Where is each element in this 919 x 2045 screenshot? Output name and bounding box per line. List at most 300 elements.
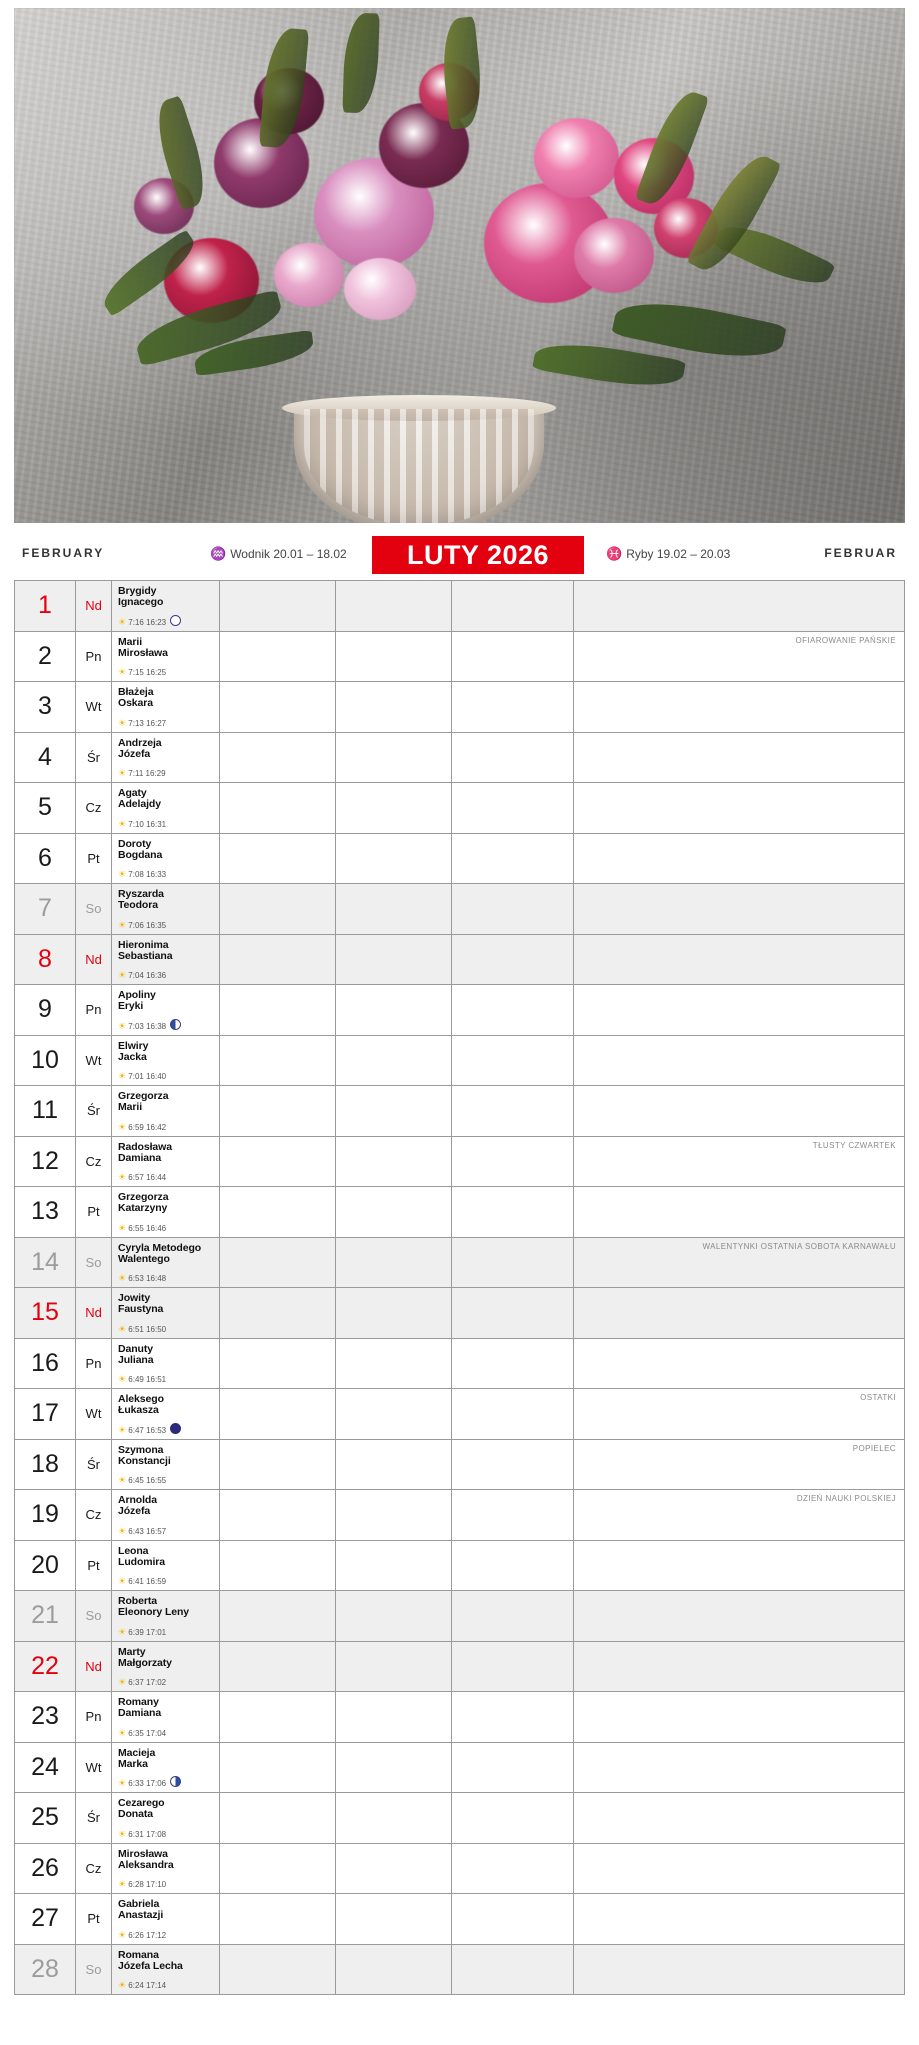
day-number-cell (14, 1692, 76, 1742)
notes-column-2[interactable] (336, 632, 452, 682)
sun-icon: ☀ (118, 970, 127, 980)
nameday-cell (112, 1591, 220, 1641)
nameday-cell (112, 1187, 220, 1237)
notes-column-3[interactable] (452, 1036, 574, 1086)
notes-column-1[interactable] (220, 1743, 336, 1793)
nameday-text: Eleonory Leny (118, 1606, 190, 1619)
nameday-text: Brygidy (118, 585, 157, 597)
table-row (14, 1086, 905, 1137)
table-row (14, 1339, 905, 1390)
holiday-note-cell[interactable] (574, 1945, 905, 1995)
notes-column-3[interactable] (452, 985, 574, 1035)
nameday-text: Eryki (118, 1000, 144, 1013)
table-row (14, 1844, 905, 1895)
month-header (14, 540, 905, 572)
weekday-cell (76, 1187, 112, 1237)
nameday-cell (112, 884, 220, 934)
sun-icon: ☀ (118, 1525, 127, 1536)
table-row (14, 1793, 905, 1844)
holiday-note-cell[interactable] (574, 1894, 905, 1944)
day-number: 15 (31, 1298, 59, 1327)
notes-column-2[interactable] (336, 884, 452, 934)
nameday-cell (112, 1137, 220, 1187)
nameday-text: Walentego (118, 1252, 170, 1265)
table-row (14, 1894, 905, 1945)
nameday-text: Józefa Lecha (118, 1959, 183, 1972)
weekday-label: Śr (87, 1810, 100, 1826)
day-number-cell (14, 632, 76, 682)
nameday-text: Hieronima (118, 938, 169, 951)
notes-column-2[interactable] (336, 1844, 452, 1894)
notes-column-2[interactable] (336, 733, 452, 783)
notes-column-2[interactable] (336, 985, 452, 1035)
notes-column-1[interactable] (220, 1389, 336, 1439)
holiday-note-cell[interactable] (574, 1541, 905, 1591)
notes-column-3[interactable] (452, 1894, 574, 1944)
sunrise-sunset: ☀ 7:15 16:25 (118, 667, 167, 677)
notes-column-2[interactable] (336, 1288, 452, 1338)
notes-column-1[interactable] (220, 1036, 336, 1086)
sun-icon: ☀ (118, 1879, 127, 1889)
notes-column-3[interactable] (452, 1743, 574, 1793)
notes-column-2[interactable] (336, 1591, 452, 1641)
day-number: 23 (31, 1702, 59, 1731)
holiday-note-cell[interactable] (574, 1339, 905, 1389)
notes-column-2[interactable] (336, 1692, 452, 1742)
notes-column-3[interactable] (452, 1591, 574, 1641)
weekday-label: Nd (85, 951, 102, 967)
holiday-note-cell[interactable] (574, 1137, 905, 1187)
notes-column-2[interactable] (336, 1036, 452, 1086)
nameday-text: Jacka (118, 1050, 147, 1063)
nameday-text: Józefa (118, 1505, 151, 1518)
day-number-cell (14, 1541, 76, 1591)
nameday-text: Aleksandra (118, 1858, 174, 1871)
holiday-note-cell[interactable] (574, 632, 905, 682)
weekday-cell (76, 1288, 112, 1338)
notes-column-3[interactable] (452, 884, 574, 934)
nameday-text: Cyryla Metodego (118, 1241, 202, 1254)
weekday-label: So (85, 1608, 102, 1624)
holiday-note-cell[interactable] (574, 1692, 905, 1742)
notes-column-2[interactable] (336, 1894, 452, 1944)
nameday-text: Agaty (118, 787, 147, 799)
day-number: 18 (31, 1449, 59, 1478)
holiday-note-cell[interactable] (574, 1288, 905, 1338)
day-number-cell (14, 1440, 76, 1490)
sun-icon: ☀ (118, 1929, 127, 1940)
table-row (14, 985, 905, 1036)
day-number-cell (14, 1894, 76, 1944)
nameday-text: Marty (118, 1645, 146, 1658)
nameday-text: Bogdana (118, 848, 163, 861)
sunrise-sunset: ☀ 6:35 17:04 (118, 1727, 167, 1738)
notes-column-1[interactable] (220, 1591, 336, 1641)
sun-icon: ☀ (118, 1071, 127, 1081)
notes-column-1[interactable] (220, 985, 336, 1035)
nameday-text: Oskara (118, 697, 154, 710)
notes-column-3[interactable] (452, 733, 574, 783)
sunrise-sunset: ☀ 6:49 16:51 (118, 1374, 167, 1384)
nameday-cell (112, 581, 220, 631)
holiday-note-cell[interactable] (574, 1490, 905, 1540)
day-number: 26 (31, 1853, 59, 1882)
holiday-note-cell[interactable] (574, 884, 905, 934)
nameday-cell (112, 1642, 220, 1692)
day-number-cell (14, 682, 76, 732)
weekday-cell (76, 682, 112, 732)
sun-icon: ☀ (118, 1475, 127, 1485)
day-number: 9 (38, 995, 52, 1024)
notes-column-2[interactable] (336, 1642, 452, 1692)
notes-column-1[interactable] (220, 1642, 336, 1692)
day-number: 22 (31, 1651, 59, 1680)
nameday-text: Jowity (118, 1292, 151, 1304)
nameday-cell (112, 682, 220, 732)
day-number: 1 (38, 591, 52, 620)
weekday-cell (76, 581, 112, 631)
nameday-text: Józefa (118, 747, 151, 760)
day-number: 16 (31, 1348, 59, 1377)
notes-column-3[interactable] (452, 1692, 574, 1742)
nameday-cell (112, 1793, 220, 1843)
nameday-cell (112, 1490, 220, 1540)
notes-column-3[interactable] (452, 1844, 574, 1894)
day-number: 6 (38, 843, 52, 872)
day-number-cell (14, 935, 76, 985)
notes-column-3[interactable] (452, 1137, 574, 1187)
sunrise-sunset: ☀ 7:10 16:31 (118, 818, 167, 829)
day-number: 19 (31, 1500, 59, 1529)
notes-column-2[interactable] (336, 1490, 452, 1540)
holiday-note: TŁUSTY CZWARTEK (812, 1140, 896, 1150)
notes-column-1[interactable] (220, 1490, 336, 1540)
sunrise-sunset: ☀ 7:06 16:35 (118, 919, 167, 930)
sunrise-sunset: ☀ 6:57 16:44 (118, 1172, 167, 1182)
day-number-cell (14, 1389, 76, 1439)
nameday-text: Konstancji (118, 1454, 171, 1467)
holiday-note-cell[interactable] (574, 1591, 905, 1641)
weekday-label: So (85, 1961, 102, 1977)
sunrise-sunset: ☀ 6:55 16:46 (118, 1222, 167, 1233)
nameday-text: Damiana (118, 1151, 162, 1164)
nameday-text: Danuty (118, 1342, 153, 1355)
table-row (14, 1036, 905, 1087)
notes-column-2[interactable] (336, 1187, 452, 1237)
weekday-cell (76, 1137, 112, 1187)
holiday-note-cell[interactable] (574, 1844, 905, 1894)
sun-icon: ☀ (118, 1828, 127, 1839)
weekday-label: Wt (85, 1406, 102, 1422)
day-number: 21 (31, 1601, 59, 1630)
table-row (14, 1945, 905, 1996)
weekday-cell (76, 783, 112, 833)
notes-column-1[interactable] (220, 1945, 336, 1995)
notes-column-2[interactable] (336, 1743, 452, 1793)
sun-icon: ☀ (118, 1121, 127, 1132)
notes-column-1[interactable] (220, 1288, 336, 1338)
notes-column-2[interactable] (336, 1339, 452, 1389)
nameday-cell (112, 1440, 220, 1490)
table-row (14, 1490, 905, 1541)
day-number: 14 (31, 1247, 59, 1276)
notes-column-1[interactable] (220, 733, 336, 783)
notes-column-3[interactable] (452, 935, 574, 985)
nameday-text: Mirosława (118, 646, 168, 659)
sun-icon: ☀ (118, 1172, 127, 1182)
notes-column-3[interactable] (452, 783, 574, 833)
holiday-note-cell[interactable] (574, 682, 905, 732)
table-row (14, 1692, 905, 1743)
weekday-label: Wt (85, 1759, 102, 1775)
sun-icon: ☀ (118, 1020, 127, 1031)
sunrise-sunset: ☀ 7:11 16:29 (118, 768, 166, 778)
notes-column-3[interactable] (452, 682, 574, 732)
nameday-text: Andrzeja (118, 736, 162, 749)
sun-icon: ☀ (118, 1980, 127, 1990)
notes-column-1[interactable] (220, 1339, 336, 1389)
sun-icon: ☀ (118, 1727, 127, 1738)
sun-icon: ☀ (118, 1273, 127, 1283)
weekday-cell (76, 733, 112, 783)
weekday-label: Cz (85, 1860, 102, 1876)
nameday-text: Faustyna (118, 1303, 164, 1316)
notes-column-1[interactable] (220, 1187, 336, 1237)
notes-column-1[interactable] (220, 834, 336, 884)
table-row (14, 1137, 905, 1188)
notes-column-3[interactable] (452, 1389, 574, 1439)
notes-column-3[interactable] (452, 1793, 574, 1843)
nameday-cell (112, 985, 220, 1035)
day-number-cell (14, 1137, 76, 1187)
photo-flower (344, 258, 416, 320)
holiday-note: OFIAROWANIE PAŃSKIE (795, 635, 896, 645)
nameday-text: Grzegorza (118, 1191, 169, 1203)
notes-column-1[interactable] (220, 1137, 336, 1187)
nameday-cell (112, 733, 220, 783)
nameday-text: Marii (118, 1101, 143, 1114)
notes-column-3[interactable] (452, 1440, 574, 1490)
pisces-icon: ♓ (606, 546, 623, 561)
weekday-cell (76, 884, 112, 934)
notes-column-2[interactable] (336, 682, 452, 732)
nameday-text: Elwiry (118, 1039, 149, 1052)
nameday-cell (112, 632, 220, 682)
sun-icon: ☀ (118, 1576, 127, 1586)
weekday-label: Pn (85, 648, 102, 664)
day-number-cell (14, 884, 76, 934)
zodiac-pisces-label: Ryby 19.02 – 20.03 (626, 547, 731, 561)
holiday-note-cell[interactable] (574, 783, 905, 833)
sun-icon: ☀ (118, 768, 127, 778)
nameday-text: Romana (118, 1948, 159, 1961)
holiday-note-cell[interactable] (574, 1238, 905, 1288)
notes-column-2[interactable] (336, 1238, 452, 1288)
notes-column-3[interactable] (452, 1086, 574, 1136)
notes-column-2[interactable] (336, 783, 452, 833)
photo-flower (274, 243, 344, 307)
notes-column-3[interactable] (452, 581, 574, 631)
sun-icon: ☀ (118, 616, 127, 627)
day-number-cell (14, 985, 76, 1035)
notes-column-1[interactable] (220, 1238, 336, 1288)
weekday-cell (76, 1894, 112, 1944)
sunrise-sunset: ☀ 6:53 16:48 (118, 1273, 167, 1283)
notes-column-3[interactable] (452, 632, 574, 682)
sun-icon: ☀ (118, 1222, 127, 1233)
moon-phase-icon (170, 615, 181, 626)
nameday-text: Szymona (118, 1443, 164, 1456)
weekday-label: Śr (87, 1103, 100, 1119)
nameday-text: Łukasza (118, 1404, 159, 1417)
nameday-text: Gabriela (118, 1898, 160, 1910)
notes-column-2[interactable] (336, 581, 452, 631)
holiday-note-cell[interactable] (574, 1389, 905, 1439)
nameday-text: Marka (118, 1757, 148, 1770)
notes-column-1[interactable] (220, 1793, 336, 1843)
nameday-text: Macieja (118, 1746, 156, 1759)
nameday-text: Teodora (118, 899, 158, 912)
notes-column-3[interactable] (452, 1945, 574, 1995)
notes-column-3[interactable] (452, 1339, 574, 1389)
notes-column-2[interactable] (336, 1945, 452, 1995)
notes-column-1[interactable] (220, 1894, 336, 1944)
notes-column-3[interactable] (452, 1642, 574, 1692)
nameday-text: Aleksego (118, 1393, 164, 1405)
notes-column-2[interactable] (336, 1440, 452, 1490)
nameday-text: Ryszarda (118, 888, 164, 900)
nameday-text: Leona (118, 1544, 149, 1557)
table-row (14, 1743, 905, 1794)
holiday-note-cell[interactable] (574, 834, 905, 884)
notes-column-2[interactable] (336, 1389, 452, 1439)
notes-column-1[interactable] (220, 1844, 336, 1894)
sunrise-sunset: ☀ 6:51 16:50 (118, 1323, 167, 1334)
day-number-cell (14, 581, 76, 631)
holiday-note-cell[interactable] (574, 1743, 905, 1793)
holiday-note-cell[interactable] (574, 1793, 905, 1843)
weekday-cell (76, 1440, 112, 1490)
sun-icon: ☀ (118, 1374, 127, 1384)
nameday-text: Donata (118, 1808, 153, 1821)
weekday-label: Pn (85, 1355, 102, 1371)
nameday-text: Marii (118, 635, 143, 648)
notes-column-3[interactable] (452, 1541, 574, 1591)
day-number-cell (14, 1945, 76, 1995)
notes-column-2[interactable] (336, 1086, 452, 1136)
holiday-note-cell[interactable] (574, 1036, 905, 1086)
day-number: 2 (38, 641, 52, 670)
notes-column-1[interactable] (220, 884, 336, 934)
weekday-label: Pt (87, 1204, 100, 1220)
notes-column-1[interactable] (220, 581, 336, 631)
sun-icon: ☀ (118, 1424, 127, 1435)
sunrise-sunset: ☀ 6:45 16:55 (118, 1475, 167, 1485)
day-number: 3 (38, 692, 52, 721)
weekday-cell (76, 1945, 112, 1995)
holiday-note-cell[interactable] (574, 1086, 905, 1136)
day-number-cell (14, 1036, 76, 1086)
sun-icon: ☀ (118, 818, 127, 829)
weekday-label: Pn (85, 1002, 102, 1018)
nameday-cell (112, 1288, 220, 1338)
nameday-cell (112, 1743, 220, 1793)
weekday-cell (76, 1541, 112, 1591)
day-number-cell (14, 1793, 76, 1843)
holiday-note-cell[interactable] (574, 1187, 905, 1237)
photo-flower (534, 118, 619, 198)
weekday-label: Wt (85, 1052, 102, 1068)
notes-column-1[interactable] (220, 1541, 336, 1591)
holiday-note-cell[interactable] (574, 581, 905, 631)
notes-column-1[interactable] (220, 682, 336, 732)
day-number-cell (14, 1288, 76, 1338)
weekday-cell (76, 1238, 112, 1288)
sunrise-sunset: ☀ 6:37 17:02 (118, 1677, 167, 1687)
nameday-cell (112, 1086, 220, 1136)
sunrise-sunset: ☀ 6:39 17:01 (118, 1626, 167, 1637)
notes-column-1[interactable] (220, 1692, 336, 1742)
weekday-cell (76, 985, 112, 1035)
sunrise-sunset: ☀ 6:31 17:08 (118, 1828, 167, 1839)
nameday-text: Małgorzaty (118, 1656, 172, 1669)
table-row (14, 1238, 905, 1289)
notes-column-3[interactable] (452, 1490, 574, 1540)
holiday-note-cell[interactable] (574, 1642, 905, 1692)
nameday-cell (112, 783, 220, 833)
nameday-text: Juliana (118, 1353, 154, 1366)
nameday-text: Roberta (118, 1595, 157, 1607)
weekday-label: Pt (87, 1911, 100, 1927)
weekday-cell (76, 1793, 112, 1843)
sun-icon: ☀ (118, 1778, 127, 1788)
notes-column-3[interactable] (452, 1238, 574, 1288)
table-row (14, 935, 905, 986)
notes-column-2[interactable] (336, 1137, 452, 1187)
weekday-label: Nd (85, 598, 102, 614)
zodiac-aquarius (210, 546, 347, 562)
moon-phase-icon (170, 1019, 181, 1030)
notes-column-1[interactable] (220, 935, 336, 985)
day-number-cell (14, 1187, 76, 1237)
notes-column-2[interactable] (336, 1793, 452, 1843)
table-row (14, 884, 905, 935)
holiday-note-cell[interactable] (574, 985, 905, 1035)
day-number: 8 (38, 944, 52, 973)
holiday-note-cell[interactable] (574, 1440, 905, 1490)
table-row (14, 682, 905, 733)
table-row (14, 581, 905, 632)
sun-icon: ☀ (118, 667, 127, 677)
weekday-cell (76, 935, 112, 985)
notes-column-2[interactable] (336, 834, 452, 884)
nameday-text: Anastazji (118, 1909, 164, 1922)
notes-column-2[interactable] (336, 935, 452, 985)
notes-column-1[interactable] (220, 1086, 336, 1136)
notes-column-3[interactable] (452, 834, 574, 884)
notes-column-1[interactable] (220, 1440, 336, 1490)
sun-icon: ☀ (118, 717, 127, 728)
holiday-note-cell[interactable] (574, 935, 905, 985)
holiday-note-cell[interactable] (574, 733, 905, 783)
notes-column-3[interactable] (452, 1187, 574, 1237)
notes-column-2[interactable] (336, 1541, 452, 1591)
notes-column-1[interactable] (220, 783, 336, 833)
weekday-cell (76, 1591, 112, 1641)
notes-column-1[interactable] (220, 632, 336, 682)
notes-column-3[interactable] (452, 1288, 574, 1338)
day-number-cell (14, 834, 76, 884)
